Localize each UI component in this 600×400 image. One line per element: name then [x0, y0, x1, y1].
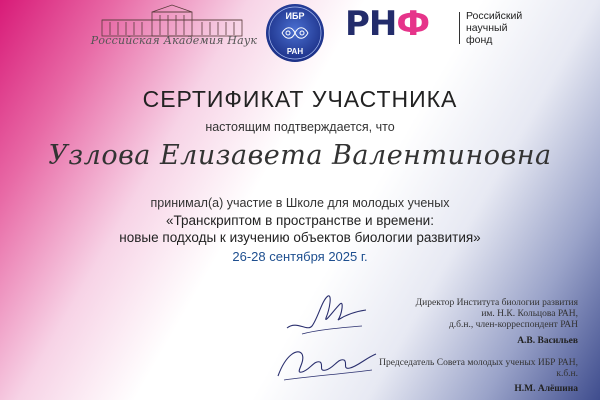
chair-signature-icon — [272, 340, 382, 390]
event-dates: 26-28 сентября 2025 г. — [232, 249, 368, 264]
rnf-logo-letters: РН — [345, 4, 397, 44]
ibr-top-label: ИБР — [285, 11, 305, 21]
rnf-name-line-3: фонд — [466, 34, 493, 46]
school-title-line-2: новые подходы к изучению объектов биологии развития» — [119, 230, 481, 245]
director-title-line-3: д.б.н., член-корреспондент РАН — [448, 320, 578, 330]
confirm-text: настоящим подтверждается, что — [205, 120, 395, 134]
rnf-logo-letter-f: Ф — [396, 4, 430, 44]
director-signature-icon — [282, 290, 372, 340]
school-title-line-1: «Транскриптом в пространстве и времени: — [166, 213, 434, 228]
rnf-name — [466, 10, 522, 46]
chair-title-line-2: к.б.н. — [556, 369, 578, 379]
rnf-logo — [345, 4, 429, 44]
certificate-title: СЕРТИФИКАТ УЧАСТНИКА — [142, 86, 458, 112]
participation-text: принимал(а) участие в Школе для молодых ученых — [150, 196, 450, 210]
chair-name: Н.М. Алёшина — [514, 384, 578, 394]
ras-caption: Российская Академия Наук — [90, 34, 258, 47]
rnf-divider — [459, 12, 460, 44]
director-name: А.В. Васильев — [517, 336, 578, 346]
rnf-name-line-2: научный — [466, 22, 508, 34]
director-title-line-1: Директор Института биологии развития — [415, 298, 578, 308]
participant-name: Узлова Елизавета Валентиновна — [48, 140, 552, 171]
rnf-name-line-1: Российский — [466, 10, 523, 22]
director-title-line-2: им. Н.К. Кольцова РАН, — [481, 309, 578, 319]
ibr-ras-logo-icon — [264, 2, 326, 64]
ibr-bottom-label: РАН — [286, 47, 304, 56]
chair-title-line-1: Председатель Совета молодых ученых ИБР РАН, — [379, 358, 578, 368]
